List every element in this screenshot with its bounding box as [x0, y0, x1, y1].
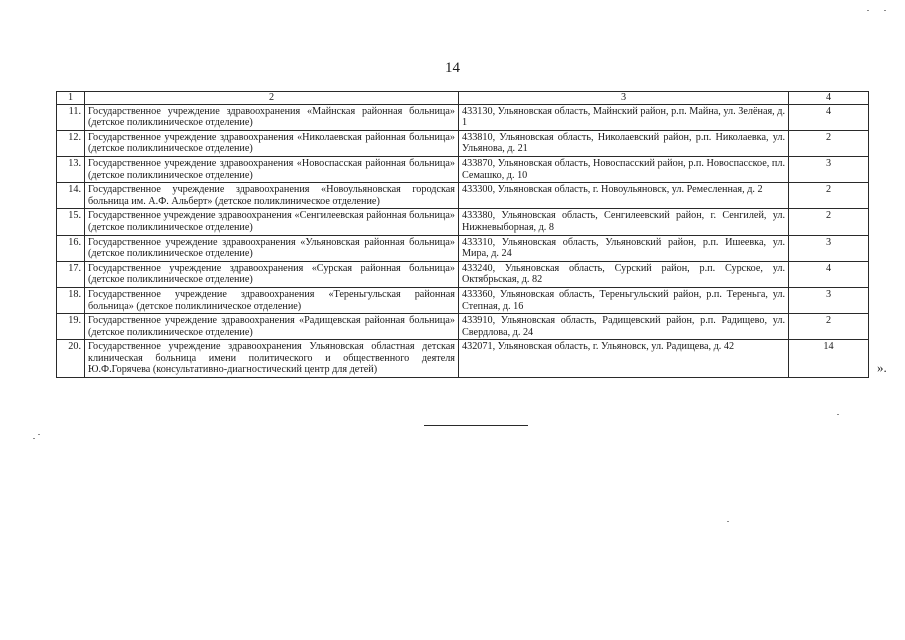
institution-name: Государственное учреждение здравоохранения «Новоспасская районная больница» (детское поликлиническое отделение)	[85, 156, 459, 182]
institution-address: 433360, Ульяновская область, Тереньгульский район, р.п. Тереньга, ул. Степная, д. 16	[459, 287, 789, 313]
institution-name: Государственное учреждение здравоохранения «Сенгилеевская районная больница» (детское поликлиническое отделение)	[85, 209, 459, 235]
row-number: 14.	[57, 183, 85, 209]
institution-count: 2	[789, 209, 869, 235]
table-row	[57, 340, 869, 378]
table-header-row	[57, 92, 869, 105]
institution-name: Государственное учреждение здравоохранения «Тереньгульская районная больница» (детское поликлиническое отделение)	[85, 287, 459, 313]
institution-address: 433380, Ульяновская область, Сенгилеевский район, г. Сенгилей, ул. Нижневыборная, д. 8	[459, 209, 789, 235]
institution-address: 432071, Ульяновская область, г. Ульяновск, ул. Радищева, д. 42	[459, 340, 789, 378]
scan-speck	[38, 434, 40, 435]
institution-count: 4	[789, 104, 869, 130]
institution-name: Государственное учреждение здравоохранения «Николаевская районная больница» (детское поликлиническое отделение)	[85, 130, 459, 156]
table-row	[57, 209, 869, 235]
table-row	[57, 104, 869, 130]
institution-count: 3	[789, 287, 869, 313]
row-number: 11.	[57, 104, 85, 130]
institution-count: 2	[789, 130, 869, 156]
institutions-table	[56, 91, 869, 378]
institution-name: Государственное учреждение здравоохранения «Радищевская районная больница» (детское поликлиническое отделение)	[85, 314, 459, 340]
table-row	[57, 314, 869, 340]
row-number: 16.	[57, 235, 85, 261]
closing-divider-line	[424, 425, 528, 426]
institution-address: 433300, Ульяновская область, г. Новоульяновск, ул. Ремесленная, д. 2	[459, 183, 789, 209]
scan-speck	[867, 10, 869, 11]
header-col-3: 3	[459, 92, 789, 105]
institution-count: 3	[789, 235, 869, 261]
table-row	[57, 261, 869, 287]
institution-name: Государственное учреждение здравоохранения «Сурская районная больница» (детское поликлиническое отделение)	[85, 261, 459, 287]
table-row	[57, 287, 869, 313]
header-col-4: 4	[789, 92, 869, 105]
table-row	[57, 235, 869, 261]
table-row	[57, 183, 869, 209]
scan-speck	[884, 10, 886, 11]
institution-name: Государственное учреждение здравоохранения Ульяновская областная детская клиническая больница имени политического и общественного деятеля Ю.Ф.Горячева (консультативно-диагностический центр для детей)	[85, 340, 459, 378]
institution-address: 433310, Ульяновская область, Ульяновский район, р.п. Ишеевка, ул. Мира, д. 24	[459, 235, 789, 261]
institution-address: 433910, Ульяновская область, Радищевский район, р.п. Радищево, ул. Свердлова, д. 24	[459, 314, 789, 340]
institution-address: 433240, Ульяновская область, Сурский район, р.п. Сурское, ул. Октябрьская, д. 82	[459, 261, 789, 287]
scan-speck	[727, 521, 729, 522]
institution-name: Государственное учреждение здравоохранения «Ульяновская районная больница» (детское поликлиническое отделение)	[85, 235, 459, 261]
institution-count: 4	[789, 261, 869, 287]
institution-name: Государственное учреждение здравоохранения «Майнская районная больница» (детское поликлиническое отделение)	[85, 104, 459, 130]
institution-count: 2	[789, 183, 869, 209]
header-col-1: 1	[57, 92, 85, 105]
institution-address: 433870, Ульяновская область, Новоспасский район, р.п. Новоспасское, пл. Семашко, д. 10	[459, 156, 789, 182]
row-number: 20.	[57, 340, 85, 378]
page-number: 14	[445, 60, 460, 76]
scan-speck	[837, 414, 839, 415]
row-number: 18.	[57, 287, 85, 313]
institution-count: 2	[789, 314, 869, 340]
row-number: 12.	[57, 130, 85, 156]
header-col-2: 2	[85, 92, 459, 105]
table-row	[57, 156, 869, 182]
row-number: 15.	[57, 209, 85, 235]
row-number: 19.	[57, 314, 85, 340]
institution-address: 433130, Ульяновская область, Майнский район, р.п. Майна, ул. Зелёная, д. 1	[459, 104, 789, 130]
table-row	[57, 130, 869, 156]
institution-address: 433810, Ульяновская область, Николаевский район, р.п. Николаевка, ул. Ульянова, д. 21	[459, 130, 789, 156]
institution-count: 14	[789, 340, 869, 378]
closing-quote: ».	[877, 360, 887, 375]
scan-speck	[33, 438, 35, 439]
row-number: 13.	[57, 156, 85, 182]
institution-name: Государственное учреждение здравоохранения «Новоульяновская городская больница им. А.Ф. Альберт» (детское поликлиническое отделение)	[85, 183, 459, 209]
row-number: 17.	[57, 261, 85, 287]
institution-count: 3	[789, 156, 869, 182]
